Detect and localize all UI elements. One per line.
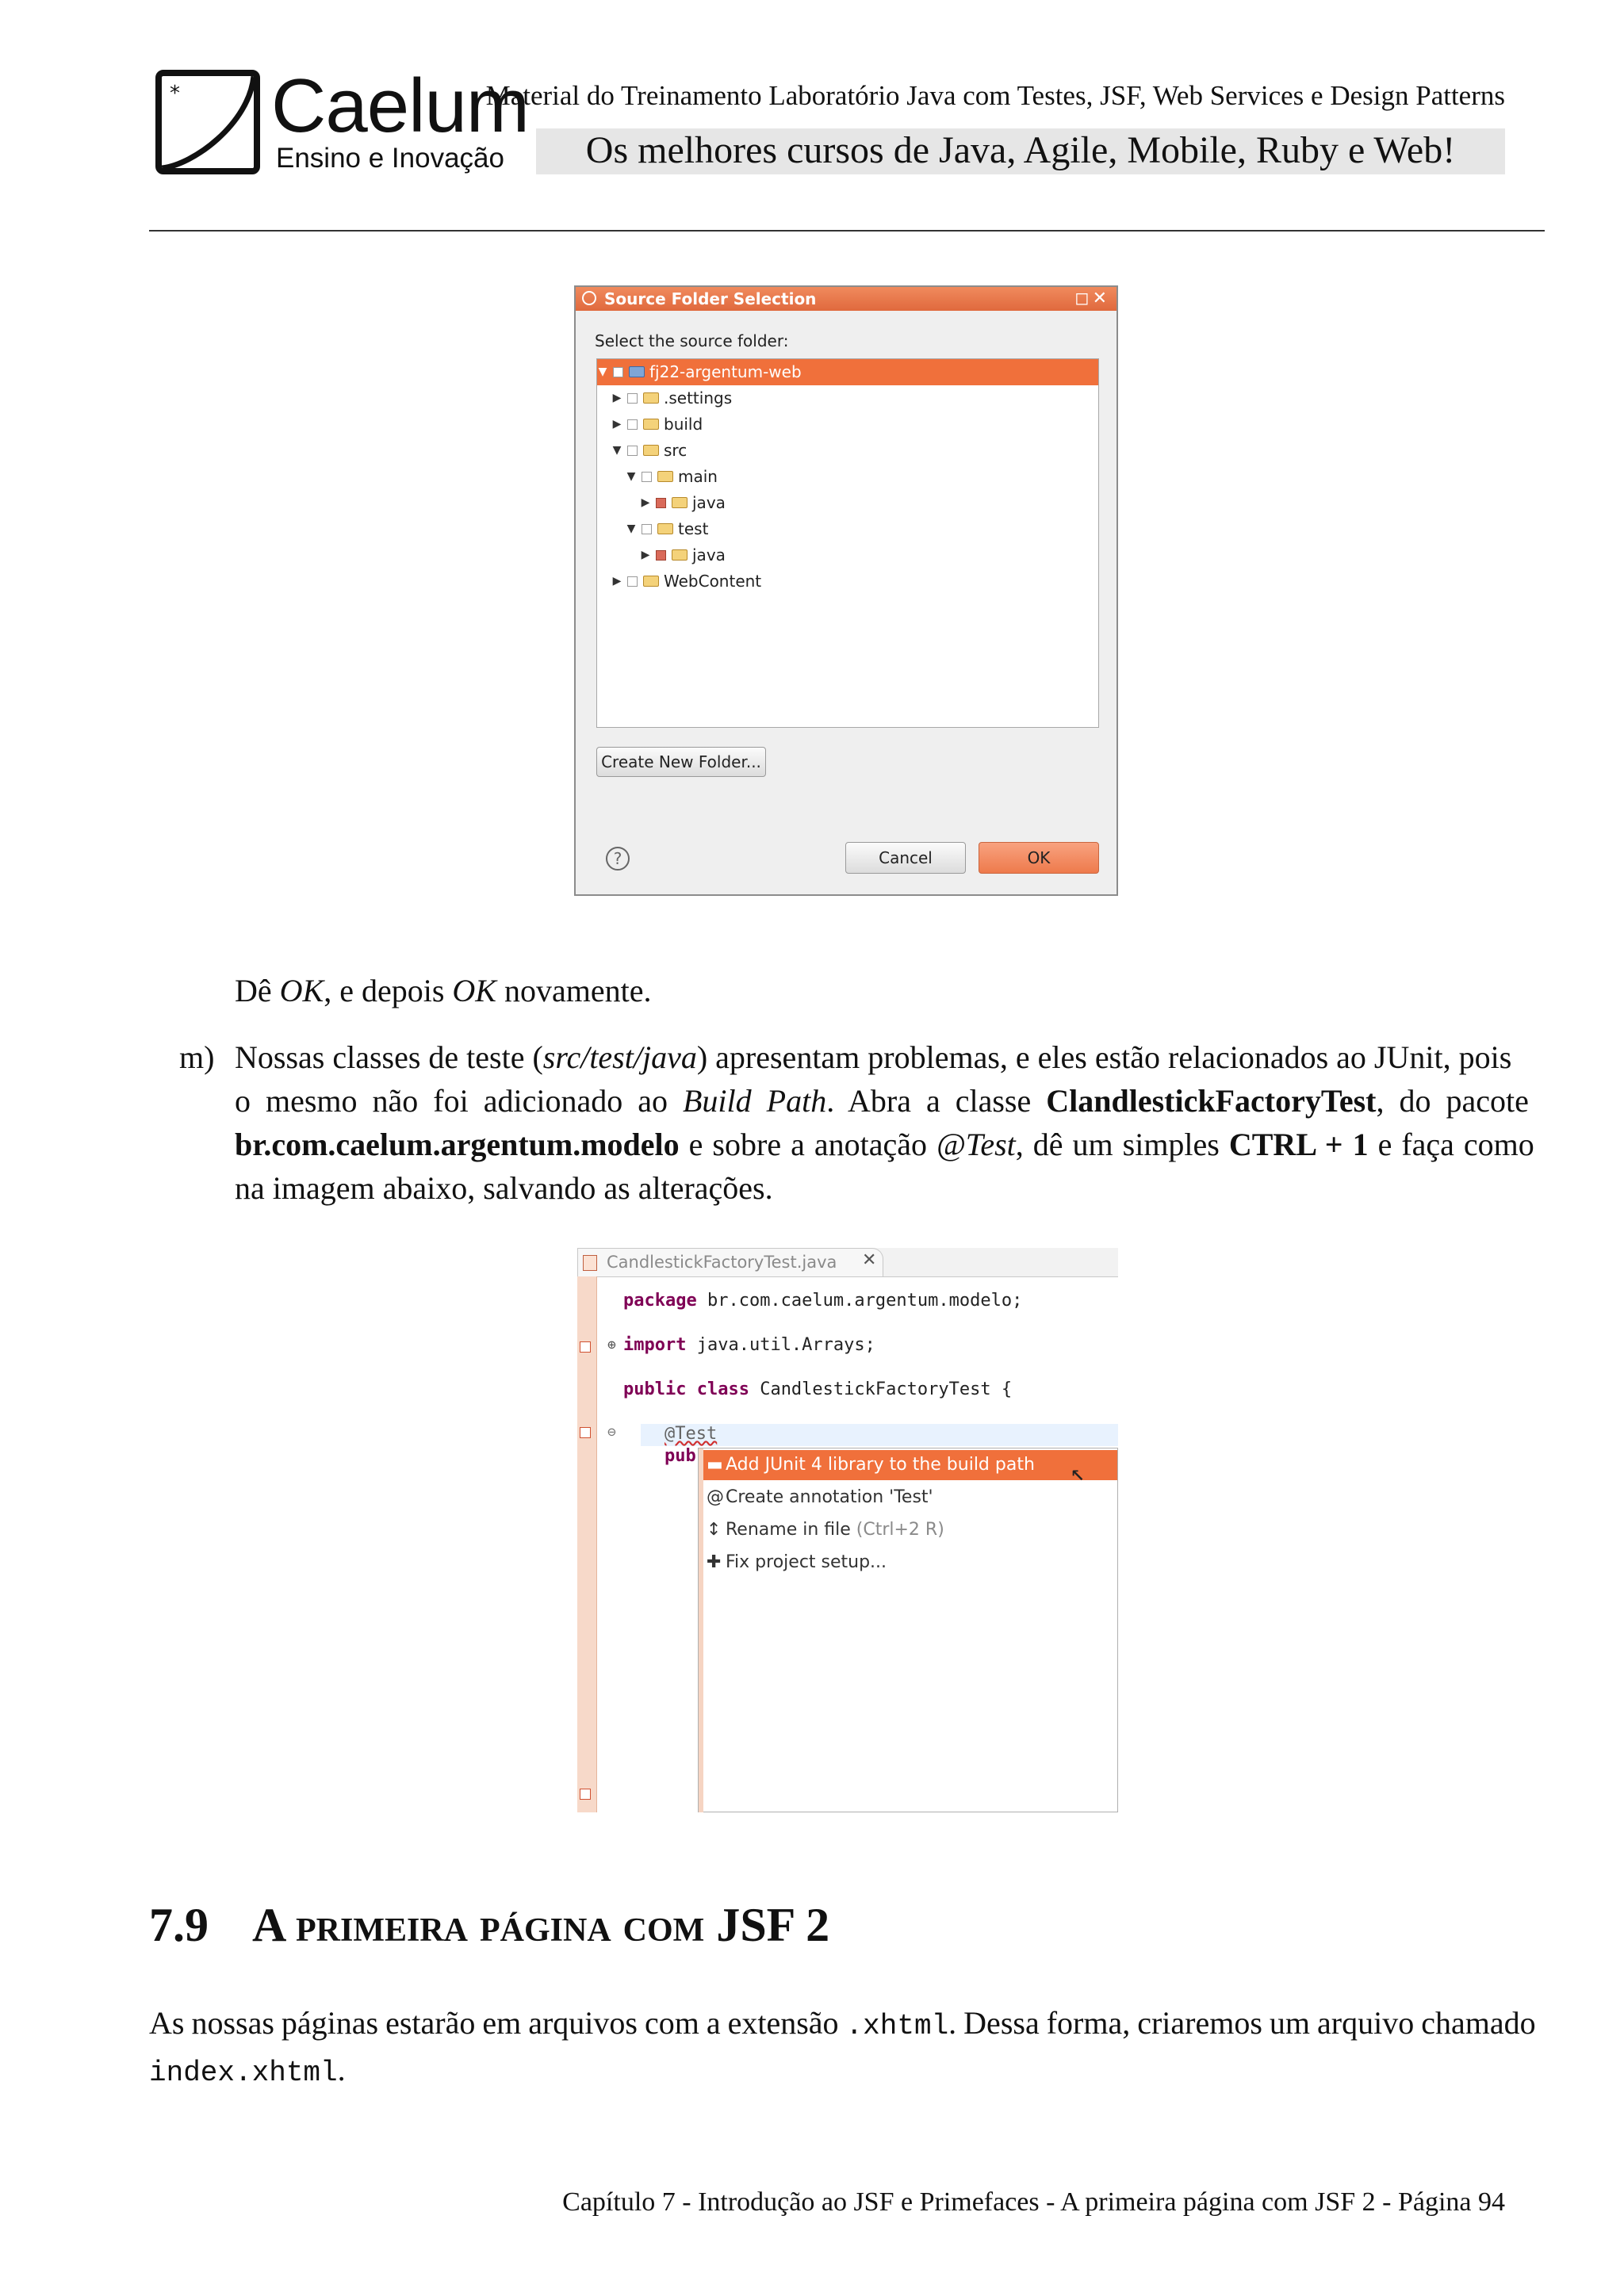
code-line-package xyxy=(623,1291,1022,1311)
ok-instruction xyxy=(235,969,651,1012)
tree-item-label: main xyxy=(678,467,718,486)
ok-button[interactable]: OK xyxy=(979,842,1099,874)
body-c: . xyxy=(337,2052,346,2087)
tree-item-label: build xyxy=(664,415,703,434)
tree-checkbox[interactable] xyxy=(656,498,666,508)
tree-checkbox[interactable] xyxy=(642,524,652,534)
annotation-icon: @ xyxy=(707,1487,724,1507)
step-line2-b: . Abra a classe xyxy=(826,1083,1047,1119)
build-path: Build Path xyxy=(682,1083,827,1119)
editor-tab[interactable] xyxy=(577,1248,883,1276)
step-line1-b: ) apresentam problemas, e eles estão relacionados ao JUnit, pois xyxy=(696,1039,1512,1075)
code-line-import xyxy=(623,1335,875,1355)
tree-checkbox[interactable] xyxy=(627,393,638,404)
shortcut-key: CTRL + 1 xyxy=(1228,1127,1369,1162)
tree-item-label: src xyxy=(664,441,688,460)
step-line3-c: e faça como xyxy=(1368,1127,1534,1162)
caelum-logo xyxy=(155,70,260,174)
eclipse-icon xyxy=(582,291,596,305)
expanded-arrow-icon[interactable]: ▼ xyxy=(626,522,636,535)
cancel-button[interactable]: Cancel xyxy=(845,842,966,874)
fold-minus-icon[interactable]: ⊖ xyxy=(607,1424,616,1441)
quickfix-popup xyxy=(698,1448,1118,1812)
error-marker-icon xyxy=(580,1427,591,1438)
tree-item--settings[interactable] xyxy=(597,385,1098,411)
dialog-label: Select the source folder: xyxy=(595,331,789,350)
fix-icon: ✚ xyxy=(707,1552,722,1572)
tree-checkbox[interactable] xyxy=(656,550,666,561)
step-line-1 xyxy=(235,1035,1543,1079)
editor-gutter xyxy=(577,1276,597,1812)
keyword-package: package xyxy=(623,1291,697,1311)
section-number: 7.9 xyxy=(149,1899,209,1951)
step-paragraph xyxy=(235,1035,1543,1210)
collapsed-arrow-icon[interactable]: ▶ xyxy=(612,392,622,404)
slogan: Os melhores cursos de Java, Agile, Mobile, Ruby e Web! xyxy=(585,129,1456,171)
material-title: Material do Treinamento Laboratório Java com Testes, JSF, Web Services e Design Patterns xyxy=(485,80,1505,111)
section-body-line-2 xyxy=(149,2048,1545,2095)
tree-item-label: fj22-argentum-web xyxy=(649,362,802,381)
tree-item-label: test xyxy=(678,519,709,538)
class-decl: CandlestickFactoryTest { xyxy=(749,1380,1013,1399)
collapsed-arrow-icon[interactable]: ▶ xyxy=(641,549,650,561)
collapsed-arrow-icon[interactable]: ▶ xyxy=(612,575,622,587)
step-line3-b: , dê um simples xyxy=(1015,1127,1229,1162)
folder-icon xyxy=(672,549,688,561)
dialog-title: Source Folder Selection xyxy=(604,289,817,308)
step-line-4: na imagem abaixo, salvando as alterações. xyxy=(235,1170,773,1206)
keyword-import: import xyxy=(623,1335,687,1355)
quickfix-item[interactable] xyxy=(703,1450,1117,1480)
error-marker-icon-2 xyxy=(580,1789,591,1800)
code-editor xyxy=(577,1248,1118,1812)
package-name: br.com.caelum.argentum.modelo xyxy=(235,1127,680,1162)
section-title: A primeira página com JSF 2 xyxy=(252,1899,830,1951)
quickfix-item[interactable] xyxy=(703,1548,1117,1578)
import-decl: java.util.Arrays; xyxy=(686,1335,875,1355)
svg-text:*: * xyxy=(170,82,180,105)
tree-checkbox[interactable] xyxy=(642,472,652,482)
mouse-cursor-icon: ↖ xyxy=(1071,1459,1086,1487)
window-controls[interactable] xyxy=(1074,287,1110,311)
brand-name: Caelum xyxy=(271,63,529,148)
quickfix-label: Fix project setup... xyxy=(726,1552,887,1572)
quickfix-item[interactable] xyxy=(703,1515,1117,1545)
create-folder-button[interactable]: Create New Folder... xyxy=(596,747,766,777)
step-line2-c: , do pacote xyxy=(1376,1083,1529,1119)
tree-item-main[interactable] xyxy=(597,464,1098,490)
folder-icon xyxy=(643,445,659,456)
editor-tabbar xyxy=(577,1248,1118,1277)
tree-checkbox[interactable] xyxy=(613,367,623,377)
tree-item-java[interactable] xyxy=(597,542,1098,568)
logo-mark-icon xyxy=(162,76,254,168)
project-icon xyxy=(629,366,645,377)
folder-icon xyxy=(672,497,688,508)
fold-plus-icon[interactable]: ⊕ xyxy=(607,1337,616,1353)
rename-icon: ↕ xyxy=(707,1520,722,1540)
folder-icon xyxy=(643,392,659,404)
step-line2-a: o mesmo não foi adicionado ao xyxy=(235,1083,683,1119)
ok-word-2: OK xyxy=(452,973,496,1008)
ok-word: OK xyxy=(279,973,324,1008)
quickfix-item[interactable] xyxy=(703,1483,1117,1513)
collapsed-arrow-icon[interactable]: ▶ xyxy=(612,418,622,430)
folder-icon xyxy=(643,419,659,430)
tree-checkbox[interactable] xyxy=(627,576,638,587)
ok-mid: , e depois xyxy=(324,973,453,1008)
filename-code: index.xhtml xyxy=(149,2057,338,2089)
close-tab-icon[interactable]: ✕ xyxy=(862,1250,877,1270)
body-b: . Dessa forma, criaremos um arquivo chamado xyxy=(948,2005,1536,2041)
class-name: ClandlestickFactoryTest xyxy=(1046,1083,1377,1119)
java-file-icon xyxy=(583,1255,597,1271)
warning-marker-icon xyxy=(580,1341,591,1353)
tree-item-java[interactable] xyxy=(597,490,1098,516)
ok-post: novamente. xyxy=(496,973,652,1008)
test-path: src/test/java xyxy=(542,1039,697,1075)
tree-item-label: WebContent xyxy=(664,572,762,591)
step-line1-text xyxy=(235,1035,1511,1079)
page-footer: Capítulo 7 - Introdução ao JSF e Primefaces - A primeira página com JSF 2 - Página 94 xyxy=(562,2187,1505,2217)
keyword-public-class: public class xyxy=(623,1380,749,1399)
source-folder-dialog xyxy=(574,285,1118,896)
folder-tree[interactable] xyxy=(596,358,1099,728)
tab-title: CandlestickFactoryTest.java xyxy=(607,1253,837,1272)
expanded-arrow-icon[interactable]: ▼ xyxy=(598,365,607,378)
tree-item-build[interactable] xyxy=(597,411,1098,438)
ok-pre: Dê xyxy=(235,973,280,1008)
step-line-3 xyxy=(235,1123,1543,1166)
annotation-name: @Test xyxy=(936,1127,1016,1162)
step-marker: m) xyxy=(179,1039,215,1075)
expanded-arrow-icon[interactable]: ▼ xyxy=(612,444,622,457)
folder-icon xyxy=(657,471,673,482)
code-line-pub: pub xyxy=(665,1446,696,1466)
quickfix-label: Create annotation 'Test' xyxy=(726,1487,933,1507)
tree-checkbox[interactable] xyxy=(627,419,638,430)
folder-icon xyxy=(657,523,673,534)
maximize-icon[interactable]: ◻ xyxy=(1074,289,1093,308)
expanded-arrow-icon[interactable]: ▼ xyxy=(626,470,636,483)
body-a: As nossas páginas estarão em arquivos com a extensão xyxy=(149,2005,846,2041)
tree-item-label: java xyxy=(692,545,726,564)
code-line-class xyxy=(623,1380,1012,1399)
header-divider xyxy=(149,230,1545,232)
tree-item-label: .settings xyxy=(664,388,733,408)
package-decl: br.com.caelum.argentum.modelo; xyxy=(696,1291,1023,1311)
close-icon[interactable]: ✕ xyxy=(1092,289,1110,308)
step-line3-a: e sobre a anotação xyxy=(679,1127,936,1162)
collapsed-arrow-icon[interactable]: ▶ xyxy=(641,496,650,509)
quickfix-label: Add JUnit 4 library to the build path xyxy=(726,1455,1035,1475)
tree-checkbox[interactable] xyxy=(627,446,638,456)
extension-code: .xhtml xyxy=(845,2010,949,2042)
tree-item-fj22-argentum-web[interactable] xyxy=(597,359,1098,385)
folder-icon xyxy=(643,576,659,587)
help-icon[interactable]: ? xyxy=(606,847,630,871)
tree-item-label: java xyxy=(692,493,726,512)
section-body-line-1 xyxy=(149,2001,1545,2048)
brand-tagline: Ensino e Inovação xyxy=(276,143,504,174)
tree-item-test[interactable] xyxy=(597,516,1098,542)
step-line1-a: Nossas classes de teste ( xyxy=(235,1039,543,1075)
section-body xyxy=(149,2001,1545,2095)
dialog-titlebar xyxy=(576,287,1116,311)
step-line-2 xyxy=(235,1079,1543,1123)
quickfix-label: Rename in file (Ctrl+2 R) xyxy=(726,1520,944,1540)
tree-item-src[interactable] xyxy=(597,438,1098,464)
code-line-annotation: @Test xyxy=(665,1424,718,1444)
tree-item-webcontent[interactable] xyxy=(597,568,1098,595)
library-icon: ▬ xyxy=(707,1455,723,1475)
quickfix-shortcut: (Ctrl+2 R) xyxy=(850,1520,944,1540)
